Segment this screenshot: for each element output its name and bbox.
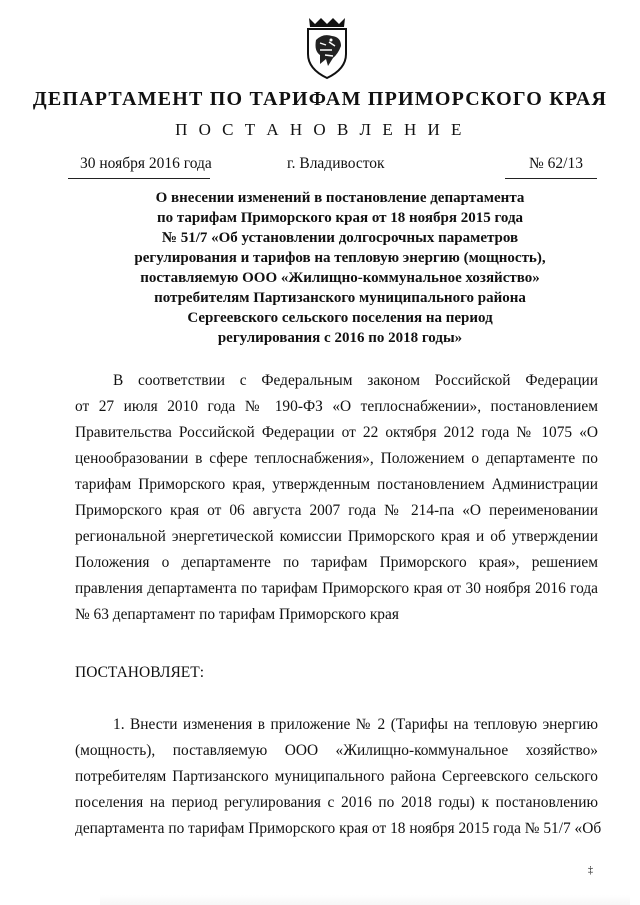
title-line-5: поставляемую ООО «Жилищно-коммунальное хозяйство» (140, 270, 540, 286)
title-line-3: № 51/7 «Об установлении долгосрочных параметров (161, 230, 519, 246)
preamble-line-3: Правительства Российской Федерации от 22 октября 2012 года № 1075 «О (75, 424, 598, 441)
item1-line-3: потребителям Партизанского муниципального района Сергеевского сельского (75, 768, 598, 785)
item1-line-2: (мощность), поставляемую ООО «Жилищно-коммунальное хозяйство» (75, 742, 598, 759)
preamble-line-4: ценообразовании в сфере теплоснабжения», Положением о департаменте по (75, 450, 598, 467)
preamble-line-1: В соответствии с Федеральным законом Российской Федерации (113, 372, 598, 389)
item1-line-5: департамента по тарифам Приморского края от 18 ноября 2015 года № 51/7 «Об (75, 820, 602, 837)
document-date: 30 ноября 2016 года (80, 155, 212, 172)
item1-line-4: поселения на период регулирования с 2016 по 2018 годы) к постановлению (75, 794, 598, 811)
title-line-7: Сергеевского сельского поселения на период (187, 310, 493, 326)
preamble-line-5: тарифам Приморского края, утвержденным постановлением Администрации (75, 476, 598, 493)
title-line-2: по тарифам Приморского края от 18 ноября 2015 года (156, 210, 524, 226)
preamble-line-6: Приморского края от 06 августа 2007 года № 214-па «О переименовании (75, 502, 598, 519)
preamble-line-7: региональной энергетической комиссии Приморского края и об утверждении (75, 528, 598, 545)
document-number: № 62/13 (529, 155, 583, 172)
document-city: г. Владивосток (287, 155, 385, 172)
item1-line-1: 1. Внести изменения в приложение № 2 (Тарифы на тепловую энергию (113, 716, 598, 733)
date-underline (68, 178, 210, 179)
decree-heading: ПОСТАНОВЛЯЕТ: (75, 664, 205, 681)
preamble-line-2: от 27 июля 2010 года № 190-ФЗ «О теплоснабжении», постановлением (75, 398, 598, 415)
preamble-line-8: Положения о департаменте по тарифам Приморского края», решением (75, 554, 598, 571)
title-line-6: потребителям Партизанского муниципального района (154, 290, 526, 306)
scan-bottom-shadow (100, 895, 630, 905)
title-line-1: О внесении изменений в постановление департамента (155, 190, 525, 206)
title-line-4: регулирования и тарифов на тепловую энергию (мощность), (134, 250, 546, 266)
title-line-8: регулирования с 2016 по 2018 годы» (217, 330, 463, 346)
number-underline (505, 178, 597, 179)
coat-of-arms-icon (302, 16, 352, 80)
preamble-line-9: правления департамента по тарифам Приморского края от 30 ноября 2016 года (75, 580, 598, 597)
department-name: ДЕПАРТАМЕНТ ПО ТАРИФАМ ПРИМОРСКОГО КРАЯ (32, 88, 608, 110)
preamble-line-10: № 63 департамент по тарифам Приморского края (75, 606, 399, 623)
document-type: П О С Т А Н О В Л Е Н И Е (175, 120, 465, 139)
paragraph-mark: ‡ (588, 865, 593, 876)
